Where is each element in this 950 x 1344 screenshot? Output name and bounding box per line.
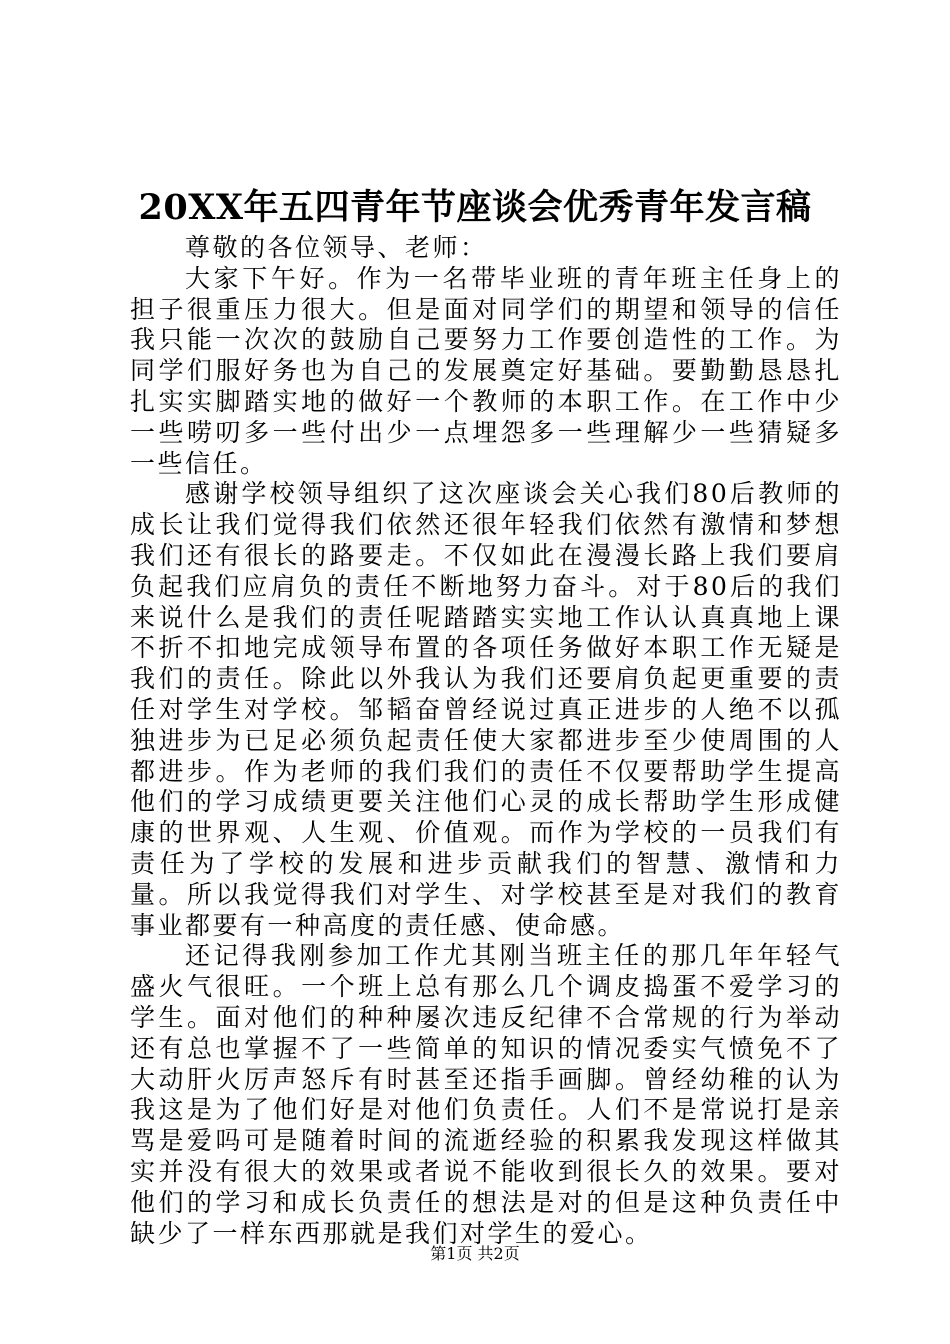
page-footer: 第1页 共2页 [430,1244,520,1263]
salutation: 尊敬的各位领导、老师： [185,233,488,262]
paragraph-1: 大家下午好。作为一名带毕业班的青年班主任身上的担子很重压力很大。但是面对同学们的期望和领导的信任我只能一次次的鼓励自己要努力工作要创造性的工作。为同学们服好务也为自己的发展奠定好基础。要勤勤恳恳扎扎实实脚踏实地的做好一个教师的本职工作。在工作中少一些唠叨多一些付出少一点埋怨多一些理解少一些猜疑多一些信任。 [130,263,842,478]
paragraph-3: 还记得我刚参加工作尤其刚当班主任的那几年年轻气盛火气很旺。一个班上总有那么几个调皮捣蛋不爱学习的学生。面对他们的种种屡次违反纪律不合常规的行为举动还有总也掌握不了一些简单的知识的情况委实气愤免不了大动肝火厉声怒斥有时甚至还指手画脚。曾经幼稚的认为我这是为了他们好是对他们负责任。人们不是常说打是亲骂是爱吗可是随着时间的流逝经验的积累我发现这样做其实并没有很大的效果或者说不能收到很长久的效果。要对他们的学习和成长负责任的想法是对的但是这种负责任中缺少了一样东西那就是我们对学生的爱心。 [130,941,842,1248]
document-title: 20XX年五四青年节座谈会优秀青年发言稿 [138,187,812,228]
paragraph-2: 感谢学校领导组织了这次座谈会关心我们80后教师的成长让我们觉得我们依然还很年轻我们依然有激情和梦想我们还有很长的路要走。不仅如此在漫漫长路上我们要肩负起我们应肩负的责任不断地努力奋斗。对于80后的我们来说什么是我们的责任呢踏踏实实地工作认认真真地上课不折不扣地完成领导布置的各项任务做好本职工作无疑是我们的责任。除此以外我认为我们还要肩负起更重要的责任对学生对学校。邹韬奋曾经说过真正进步的人绝不以孤独进步为已足必须负起责任使大家都进步至少使周围的人都进步。作为老师的我们我们的责任不仅要帮助学生提高他们的学习成绩更要关注他们心灵的成长帮助学生形成健康的世界观、人生观、价值观。而作为学校的一员我们有责任为了学校的发展和进步贡献我们的智慧、激情和力量。所以我觉得我们对学生、对学校甚至是对我们的教育事业都要有一种高度的责任感、使命感。 [130,479,842,940]
document-body [130,233,842,1249]
